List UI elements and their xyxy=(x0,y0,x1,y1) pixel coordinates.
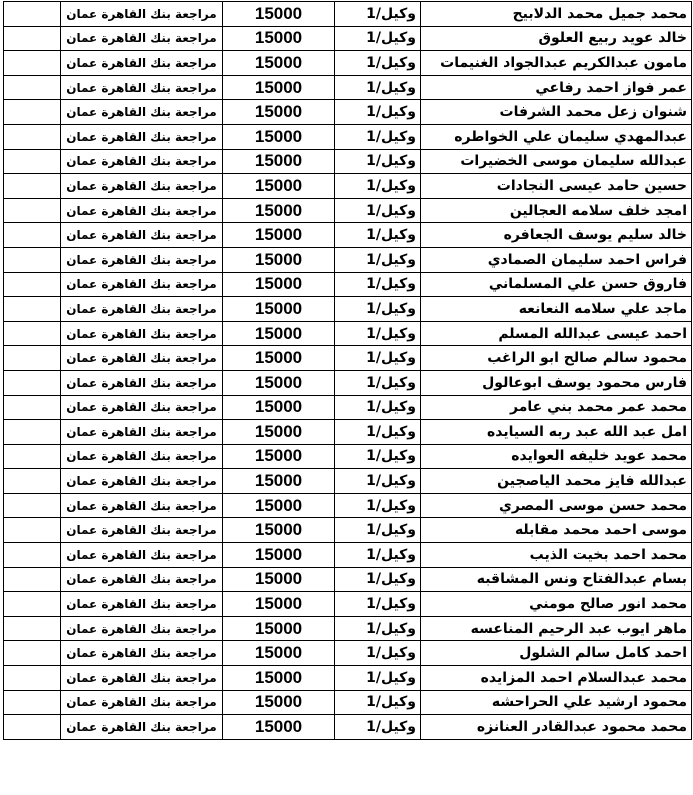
amount-cell: 15000 xyxy=(223,469,335,494)
name-cell: عبدالمهدي سليمان علي الخواطره xyxy=(421,124,692,149)
rank-cell: وكيل/1 xyxy=(335,51,421,76)
table-row xyxy=(4,321,692,346)
name-cell: موسى احمد محمد مقابله xyxy=(421,518,692,543)
rank-cell: وكيل/1 xyxy=(335,370,421,395)
note-cell: مراجعة بنك القاهرة عمان xyxy=(61,543,223,568)
empty-cell xyxy=(4,198,61,223)
empty-cell xyxy=(4,641,61,666)
table-row xyxy=(4,297,692,322)
rank-cell: وكيل/1 xyxy=(335,2,421,27)
note-cell: مراجعة بنك القاهرة عمان xyxy=(61,493,223,518)
empty-cell xyxy=(4,247,61,272)
payment-table xyxy=(3,1,692,740)
note-cell: مراجعة بنك القاهرة عمان xyxy=(61,567,223,592)
empty-cell xyxy=(4,2,61,27)
rank-cell: وكيل/1 xyxy=(335,149,421,174)
rank-cell: وكيل/1 xyxy=(335,100,421,125)
rank-cell: وكيل/1 xyxy=(335,198,421,223)
empty-cell xyxy=(4,444,61,469)
name-cell: احمد كامل سالم الشلول xyxy=(421,641,692,666)
name-cell: امجد خلف سلامه العجالين xyxy=(421,198,692,223)
empty-cell xyxy=(4,321,61,346)
table-row xyxy=(4,223,692,248)
name-cell: ماجد علي سلامه النعانعه xyxy=(421,297,692,322)
rank-cell: وكيل/1 xyxy=(335,444,421,469)
note-cell: مراجعة بنك القاهرة عمان xyxy=(61,616,223,641)
name-cell: عبدالله سليمان موسى الخضيرات xyxy=(421,149,692,174)
empty-cell xyxy=(4,75,61,100)
name-cell: شنوان زعل محمد الشرفات xyxy=(421,100,692,125)
table-row xyxy=(4,75,692,100)
table-row xyxy=(4,149,692,174)
table-row xyxy=(4,420,692,445)
table-row xyxy=(4,592,692,617)
table-row xyxy=(4,26,692,51)
amount-cell: 15000 xyxy=(223,272,335,297)
note-cell: مراجعة بنك القاهرة عمان xyxy=(61,420,223,445)
rank-cell: وكيل/1 xyxy=(335,493,421,518)
amount-cell: 15000 xyxy=(223,321,335,346)
name-cell: محمود ارشيد علي الحراحشه xyxy=(421,690,692,715)
note-cell: مراجعة بنك القاهرة عمان xyxy=(61,2,223,27)
rank-cell: وكيل/1 xyxy=(335,715,421,740)
table-row xyxy=(4,616,692,641)
note-cell: مراجعة بنك القاهرة عمان xyxy=(61,592,223,617)
amount-cell: 15000 xyxy=(223,715,335,740)
rank-cell: وكيل/1 xyxy=(335,567,421,592)
rank-cell: وكيل/1 xyxy=(335,666,421,691)
table-row xyxy=(4,346,692,371)
table-row xyxy=(4,198,692,223)
rank-cell: وكيل/1 xyxy=(335,395,421,420)
name-cell: احمد عيسى عبدالله المسلم xyxy=(421,321,692,346)
amount-cell: 15000 xyxy=(223,198,335,223)
note-cell: مراجعة بنك القاهرة عمان xyxy=(61,198,223,223)
table-row xyxy=(4,715,692,740)
name-cell: حسين حامد عيسى النجادات xyxy=(421,174,692,199)
amount-cell: 15000 xyxy=(223,124,335,149)
note-cell: مراجعة بنك القاهرة عمان xyxy=(61,321,223,346)
name-cell: محمد حسن موسى المصري xyxy=(421,493,692,518)
rank-cell: وكيل/1 xyxy=(335,272,421,297)
empty-cell xyxy=(4,420,61,445)
name-cell: عبدالله فايز محمد الياصجين xyxy=(421,469,692,494)
amount-cell: 15000 xyxy=(223,666,335,691)
name-cell: محمد جميل محمد الدلابيح xyxy=(421,2,692,27)
name-cell: محمود سالم صالح ابو الراغب xyxy=(421,346,692,371)
name-cell: محمد عويد خليفه العوايده xyxy=(421,444,692,469)
amount-cell: 15000 xyxy=(223,51,335,76)
empty-cell xyxy=(4,469,61,494)
note-cell: مراجعة بنك القاهرة عمان xyxy=(61,469,223,494)
table-row xyxy=(4,690,692,715)
rank-cell: وكيل/1 xyxy=(335,174,421,199)
name-cell: مامون عبدالكريم عبدالجواد الغنيمات xyxy=(421,51,692,76)
amount-cell: 15000 xyxy=(223,690,335,715)
amount-cell: 15000 xyxy=(223,247,335,272)
amount-cell: 15000 xyxy=(223,493,335,518)
table-row xyxy=(4,567,692,592)
name-cell: فراس احمد سليمان الصمادي xyxy=(421,247,692,272)
rank-cell: وكيل/1 xyxy=(335,223,421,248)
table-row xyxy=(4,493,692,518)
note-cell: مراجعة بنك القاهرة عمان xyxy=(61,247,223,272)
empty-cell xyxy=(4,223,61,248)
amount-cell: 15000 xyxy=(223,26,335,51)
note-cell: مراجعة بنك القاهرة عمان xyxy=(61,149,223,174)
note-cell: مراجعة بنك القاهرة عمان xyxy=(61,26,223,51)
amount-cell: 15000 xyxy=(223,543,335,568)
empty-cell xyxy=(4,518,61,543)
empty-cell xyxy=(4,51,61,76)
amount-cell: 15000 xyxy=(223,297,335,322)
note-cell: مراجعة بنك القاهرة عمان xyxy=(61,174,223,199)
amount-cell: 15000 xyxy=(223,174,335,199)
note-cell: مراجعة بنك القاهرة عمان xyxy=(61,641,223,666)
amount-cell: 15000 xyxy=(223,223,335,248)
note-cell: مراجعة بنك القاهرة عمان xyxy=(61,124,223,149)
note-cell: مراجعة بنك القاهرة عمان xyxy=(61,297,223,322)
amount-cell: 15000 xyxy=(223,100,335,125)
amount-cell: 15000 xyxy=(223,395,335,420)
note-cell: مراجعة بنك القاهرة عمان xyxy=(61,444,223,469)
table-row xyxy=(4,174,692,199)
table-row xyxy=(4,100,692,125)
amount-cell: 15000 xyxy=(223,149,335,174)
name-cell: محمد عمر محمد بني عامر xyxy=(421,395,692,420)
table-row xyxy=(4,370,692,395)
table-row xyxy=(4,272,692,297)
empty-cell xyxy=(4,26,61,51)
empty-cell xyxy=(4,543,61,568)
rank-cell: وكيل/1 xyxy=(335,469,421,494)
note-cell: مراجعة بنك القاهرة عمان xyxy=(61,346,223,371)
table-row xyxy=(4,247,692,272)
amount-cell: 15000 xyxy=(223,641,335,666)
name-cell: فاروق حسن علي المسلماني xyxy=(421,272,692,297)
name-cell: فارس محمود يوسف ابوعالول xyxy=(421,370,692,395)
amount-cell: 15000 xyxy=(223,444,335,469)
note-cell: مراجعة بنك القاهرة عمان xyxy=(61,223,223,248)
rank-cell: وكيل/1 xyxy=(335,346,421,371)
empty-cell xyxy=(4,567,61,592)
empty-cell xyxy=(4,297,61,322)
name-cell: بسام عبدالفتاح ونس المشاقبه xyxy=(421,567,692,592)
payment-table-body xyxy=(4,2,692,740)
amount-cell: 15000 xyxy=(223,592,335,617)
note-cell: مراجعة بنك القاهرة عمان xyxy=(61,715,223,740)
rank-cell: وكيل/1 xyxy=(335,420,421,445)
rank-cell: وكيل/1 xyxy=(335,75,421,100)
rank-cell: وكيل/1 xyxy=(335,26,421,51)
empty-cell xyxy=(4,395,61,420)
amount-cell: 15000 xyxy=(223,616,335,641)
rank-cell: وكيل/1 xyxy=(335,543,421,568)
note-cell: مراجعة بنك القاهرة عمان xyxy=(61,518,223,543)
amount-cell: 15000 xyxy=(223,518,335,543)
table-row xyxy=(4,444,692,469)
empty-cell xyxy=(4,616,61,641)
empty-cell xyxy=(4,370,61,395)
amount-cell: 15000 xyxy=(223,567,335,592)
empty-cell xyxy=(4,493,61,518)
amount-cell: 15000 xyxy=(223,346,335,371)
amount-cell: 15000 xyxy=(223,2,335,27)
amount-cell: 15000 xyxy=(223,75,335,100)
note-cell: مراجعة بنك القاهرة عمان xyxy=(61,666,223,691)
note-cell: مراجعة بنك القاهرة عمان xyxy=(61,272,223,297)
rank-cell: وكيل/1 xyxy=(335,518,421,543)
table-row xyxy=(4,469,692,494)
empty-cell xyxy=(4,149,61,174)
amount-cell: 15000 xyxy=(223,370,335,395)
note-cell: مراجعة بنك القاهرة عمان xyxy=(61,370,223,395)
name-cell: خالد سليم يوسف الجعافره xyxy=(421,223,692,248)
empty-cell xyxy=(4,690,61,715)
rank-cell: وكيل/1 xyxy=(335,124,421,149)
rank-cell: وكيل/1 xyxy=(335,690,421,715)
name-cell: ماهر ايوب عبد الرحيم المناعسه xyxy=(421,616,692,641)
rank-cell: وكيل/1 xyxy=(335,247,421,272)
rank-cell: وكيل/1 xyxy=(335,297,421,322)
note-cell: مراجعة بنك القاهرة عمان xyxy=(61,100,223,125)
amount-cell: 15000 xyxy=(223,420,335,445)
name-cell: محمد عبدالسلام احمد المزايده xyxy=(421,666,692,691)
rank-cell: وكيل/1 xyxy=(335,592,421,617)
name-cell: محمد محمود عبدالقادر العنانزه xyxy=(421,715,692,740)
name-cell: محمد انور صالح مومني xyxy=(421,592,692,617)
name-cell: خالد عويد ربيع العلوق xyxy=(421,26,692,51)
empty-cell xyxy=(4,124,61,149)
empty-cell xyxy=(4,100,61,125)
empty-cell xyxy=(4,715,61,740)
table-row xyxy=(4,395,692,420)
table-row xyxy=(4,641,692,666)
name-cell: امل عبد الله عبد ربه السيايده xyxy=(421,420,692,445)
empty-cell xyxy=(4,666,61,691)
note-cell: مراجعة بنك القاهرة عمان xyxy=(61,51,223,76)
note-cell: مراجعة بنك القاهرة عمان xyxy=(61,395,223,420)
table-row xyxy=(4,2,692,27)
empty-cell xyxy=(4,346,61,371)
name-cell: محمد احمد بخيت الذيب xyxy=(421,543,692,568)
table-row xyxy=(4,51,692,76)
rank-cell: وكيل/1 xyxy=(335,641,421,666)
empty-cell xyxy=(4,592,61,617)
empty-cell xyxy=(4,174,61,199)
table-row xyxy=(4,666,692,691)
empty-cell xyxy=(4,272,61,297)
rank-cell: وكيل/1 xyxy=(335,616,421,641)
note-cell: مراجعة بنك القاهرة عمان xyxy=(61,690,223,715)
table-row xyxy=(4,518,692,543)
rank-cell: وكيل/1 xyxy=(335,321,421,346)
table-row xyxy=(4,543,692,568)
note-cell: مراجعة بنك القاهرة عمان xyxy=(61,75,223,100)
name-cell: عمر فواز احمد رفاعي xyxy=(421,75,692,100)
table-row xyxy=(4,124,692,149)
